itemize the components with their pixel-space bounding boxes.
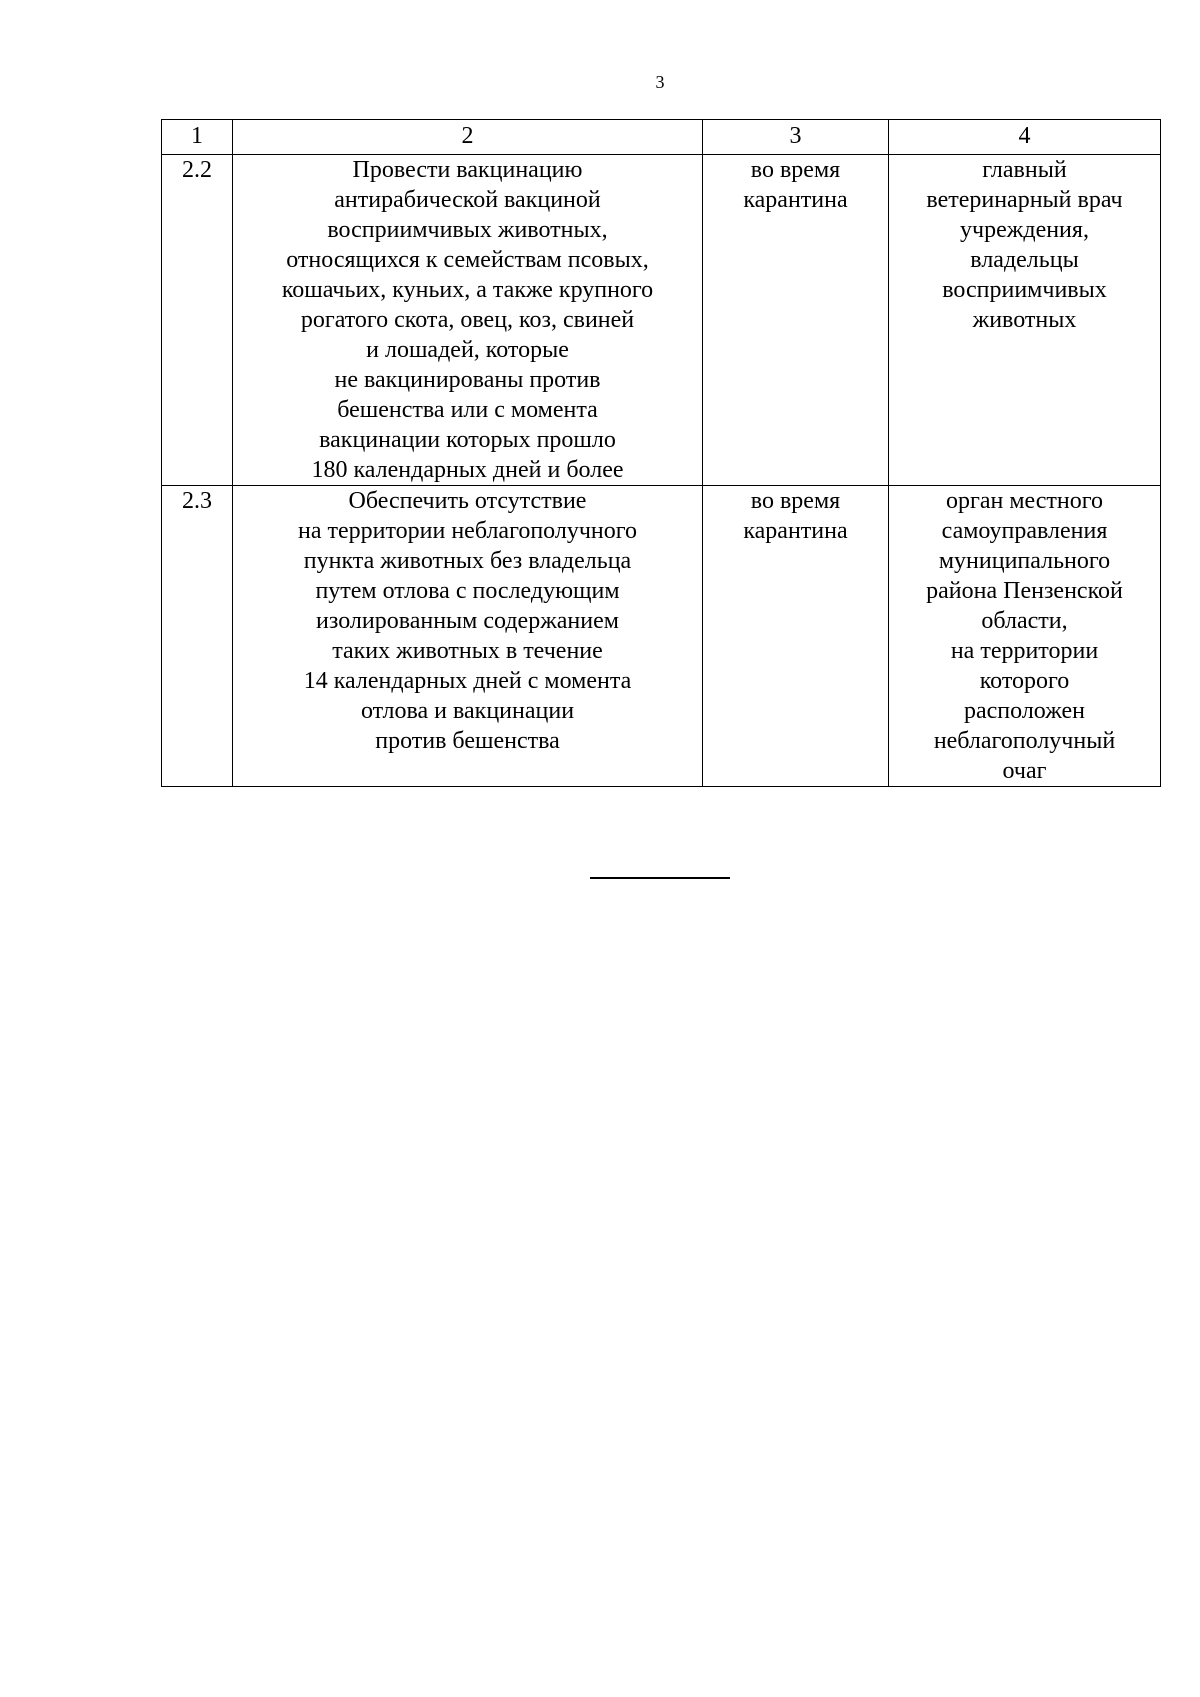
- table-row: [162, 155, 1161, 486]
- responsible-text: орган местного самоуправления муниципального района Пензенской области, на территории которого расположен неблагополучный очаг: [926, 488, 1123, 784]
- timing-text: во время карантина: [743, 157, 848, 213]
- row-number: 2.2: [182, 157, 212, 183]
- row-number: 2.3: [182, 488, 212, 514]
- header-cell-2: 2: [233, 120, 703, 155]
- action-cell: [233, 155, 703, 486]
- table-row: [162, 486, 1161, 787]
- page-number: 3: [655, 72, 665, 92]
- timing-cell: [703, 155, 889, 486]
- end-of-document-rule: [590, 877, 730, 879]
- responsible-text: главный ветеринарный врач учреждения, владельцы восприимчивых животных: [926, 157, 1123, 333]
- timing-cell: [703, 486, 889, 787]
- row-number-cell: [162, 486, 233, 787]
- action-text: Провести вакцинацию антирабической вакциной восприимчивых животных, относящихся к семействам псовых, кошачьих, куньих, а также крупного рогатого скота, овец, коз, свиней и лошадей, которые не вакцинированы против бешенства или с момента вакцинации которых прошло 180 календарных дней и более: [281, 157, 654, 483]
- header-cell-1: 1: [162, 120, 233, 155]
- responsible-cell: [889, 486, 1161, 787]
- table-header-row: [162, 120, 1161, 155]
- header-cell-4: 4: [889, 120, 1161, 155]
- timing-text: во время карантина: [743, 488, 848, 544]
- header-cell-3: 3: [703, 120, 889, 155]
- action-cell: [233, 486, 703, 787]
- action-text: Обеспечить отсутствие на территории неблагополучного пункта животных без владельца путем отлова с последующим изолированным содержанием таких животных в течение 14 календарных дней с момента отлова и вакцинации против бешенства: [298, 488, 637, 754]
- measures-table: [161, 119, 1161, 787]
- row-number-cell: [162, 155, 233, 486]
- responsible-cell: [889, 155, 1161, 486]
